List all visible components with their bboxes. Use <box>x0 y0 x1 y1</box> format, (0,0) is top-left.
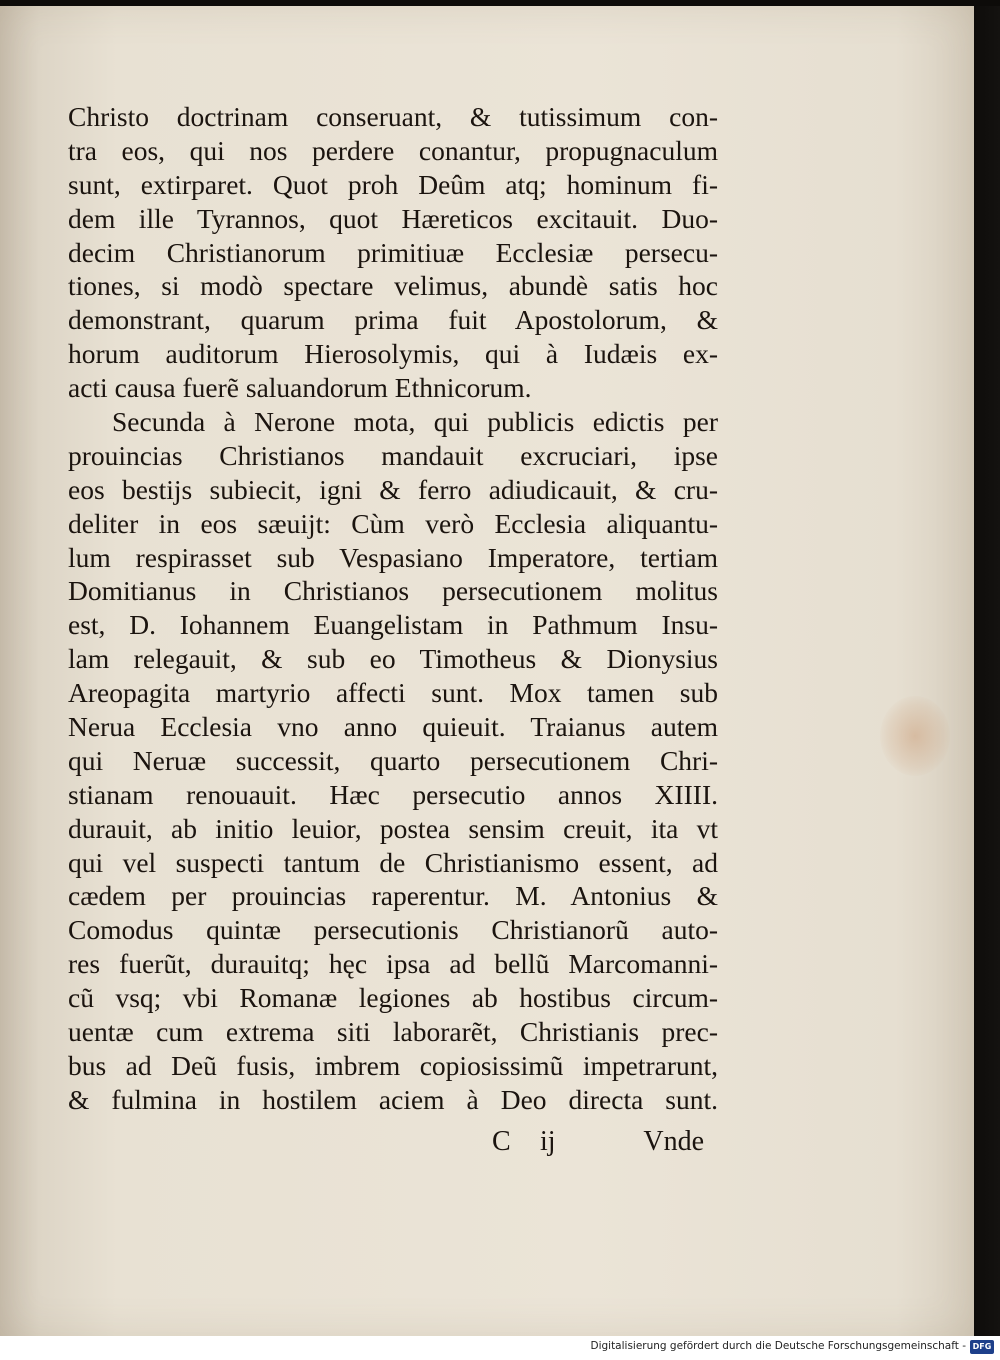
page-foot <box>68 1124 704 1160</box>
text-line: cũ vsq; vbi Romanæ legiones ab hostibus circum- <box>68 982 718 1014</box>
text-line: demonstrant, quarum prima fuit Apostolorum, & <box>68 304 718 336</box>
text-line: res fuerũt, durauitq; hęc ipsa ad bellũ Marcomanni- <box>68 948 718 980</box>
text-line: lum respirasset sub Vespasiano Imperatore, tertiam <box>68 541 718 573</box>
text-line: acti causa fuerẽ saluandorum Ethnicorum. <box>68 372 532 404</box>
text-line: tra eos, qui nos perdere conantur, propugnaculum <box>68 134 718 166</box>
dfg-logo: DFG <box>970 1340 994 1354</box>
text-line: prouincias Christianos mandauit excruciari, ipse <box>68 439 718 471</box>
text-line: dem ille Tyrannos, quot Hæreticos excitauit. Duo- <box>68 202 718 234</box>
text-line: horum auditorum Hierosolymis, qui à Iudæis ex- <box>68 338 718 370</box>
scan-right-edge <box>974 6 1000 1336</box>
text-line: Secunda à Nerone mota, qui publicis edictis per <box>112 406 718 438</box>
signature-number: ij <box>540 1126 556 1157</box>
text-line: Comodus quintæ persecutionis Christianorũ auto- <box>68 914 718 946</box>
text-line: durauit, ab initio leuior, postea sensim creuit, ita vt <box>68 812 718 844</box>
body-text <box>68 100 718 1117</box>
text-line: qui Neruæ successit, quarto persecutionem Chri- <box>68 744 718 776</box>
text-line: Domitianus in Christianos persecutionem molitus <box>68 575 718 607</box>
signature-letter: C <box>492 1126 511 1157</box>
text-line: uentæ cum extrema siti laborarẽt, Christianis prec- <box>68 1016 718 1048</box>
text-line: tiones, si modò spectare velimus, abundè satis hoc <box>68 270 718 302</box>
paper-stain <box>880 696 950 776</box>
text-line: Areopagita martyrio affecti sunt. Mox tamen sub <box>68 677 718 709</box>
text-line: lam relegauit, & sub eo Timotheus & Dionysius <box>68 643 718 675</box>
catchword: Vnde <box>643 1126 704 1157</box>
text-line: bus ad Deũ fusis, imbrem copiosissimũ impetrarunt, <box>68 1049 718 1081</box>
text-line: cædem per prouincias raperentur. M. Antonius & <box>68 880 718 912</box>
footer-bar <box>0 1336 1000 1360</box>
text-line: stianam renouauit. Hæc persecutio annos XIIII. <box>68 778 718 810</box>
text-line: & fulmina in hostilem aciem à Deo directa sunt. <box>68 1083 718 1115</box>
text-line: Christo doctrinam conseruant, & tutissimum con- <box>68 101 718 132</box>
text-line: Nerua Ecclesia vno anno quieuit. Traianus autem <box>68 711 718 743</box>
footer-credit: Digitalisierung gefördert durch die Deutsche Forschungsgemeinschaft - <box>590 1340 966 1352</box>
text-line: decim Christianorum primitiuæ Ecclesiæ persecu- <box>68 236 718 268</box>
text-line: est, D. Iohannem Euangelistam in Pathmum Insu- <box>68 609 718 641</box>
text-line: qui vel suspecti tantum de Christianismo essent, ad <box>68 846 718 878</box>
text-line: sunt, extirparet. Quot proh Deûm atq; hominum fi- <box>68 168 718 200</box>
text-line: deliter in eos sæuijt: Cùm verò Ecclesia aliquantu- <box>68 507 718 539</box>
text-line: eos bestijs subiecit, igni & ferro adiudicauit, & cru- <box>68 473 718 505</box>
